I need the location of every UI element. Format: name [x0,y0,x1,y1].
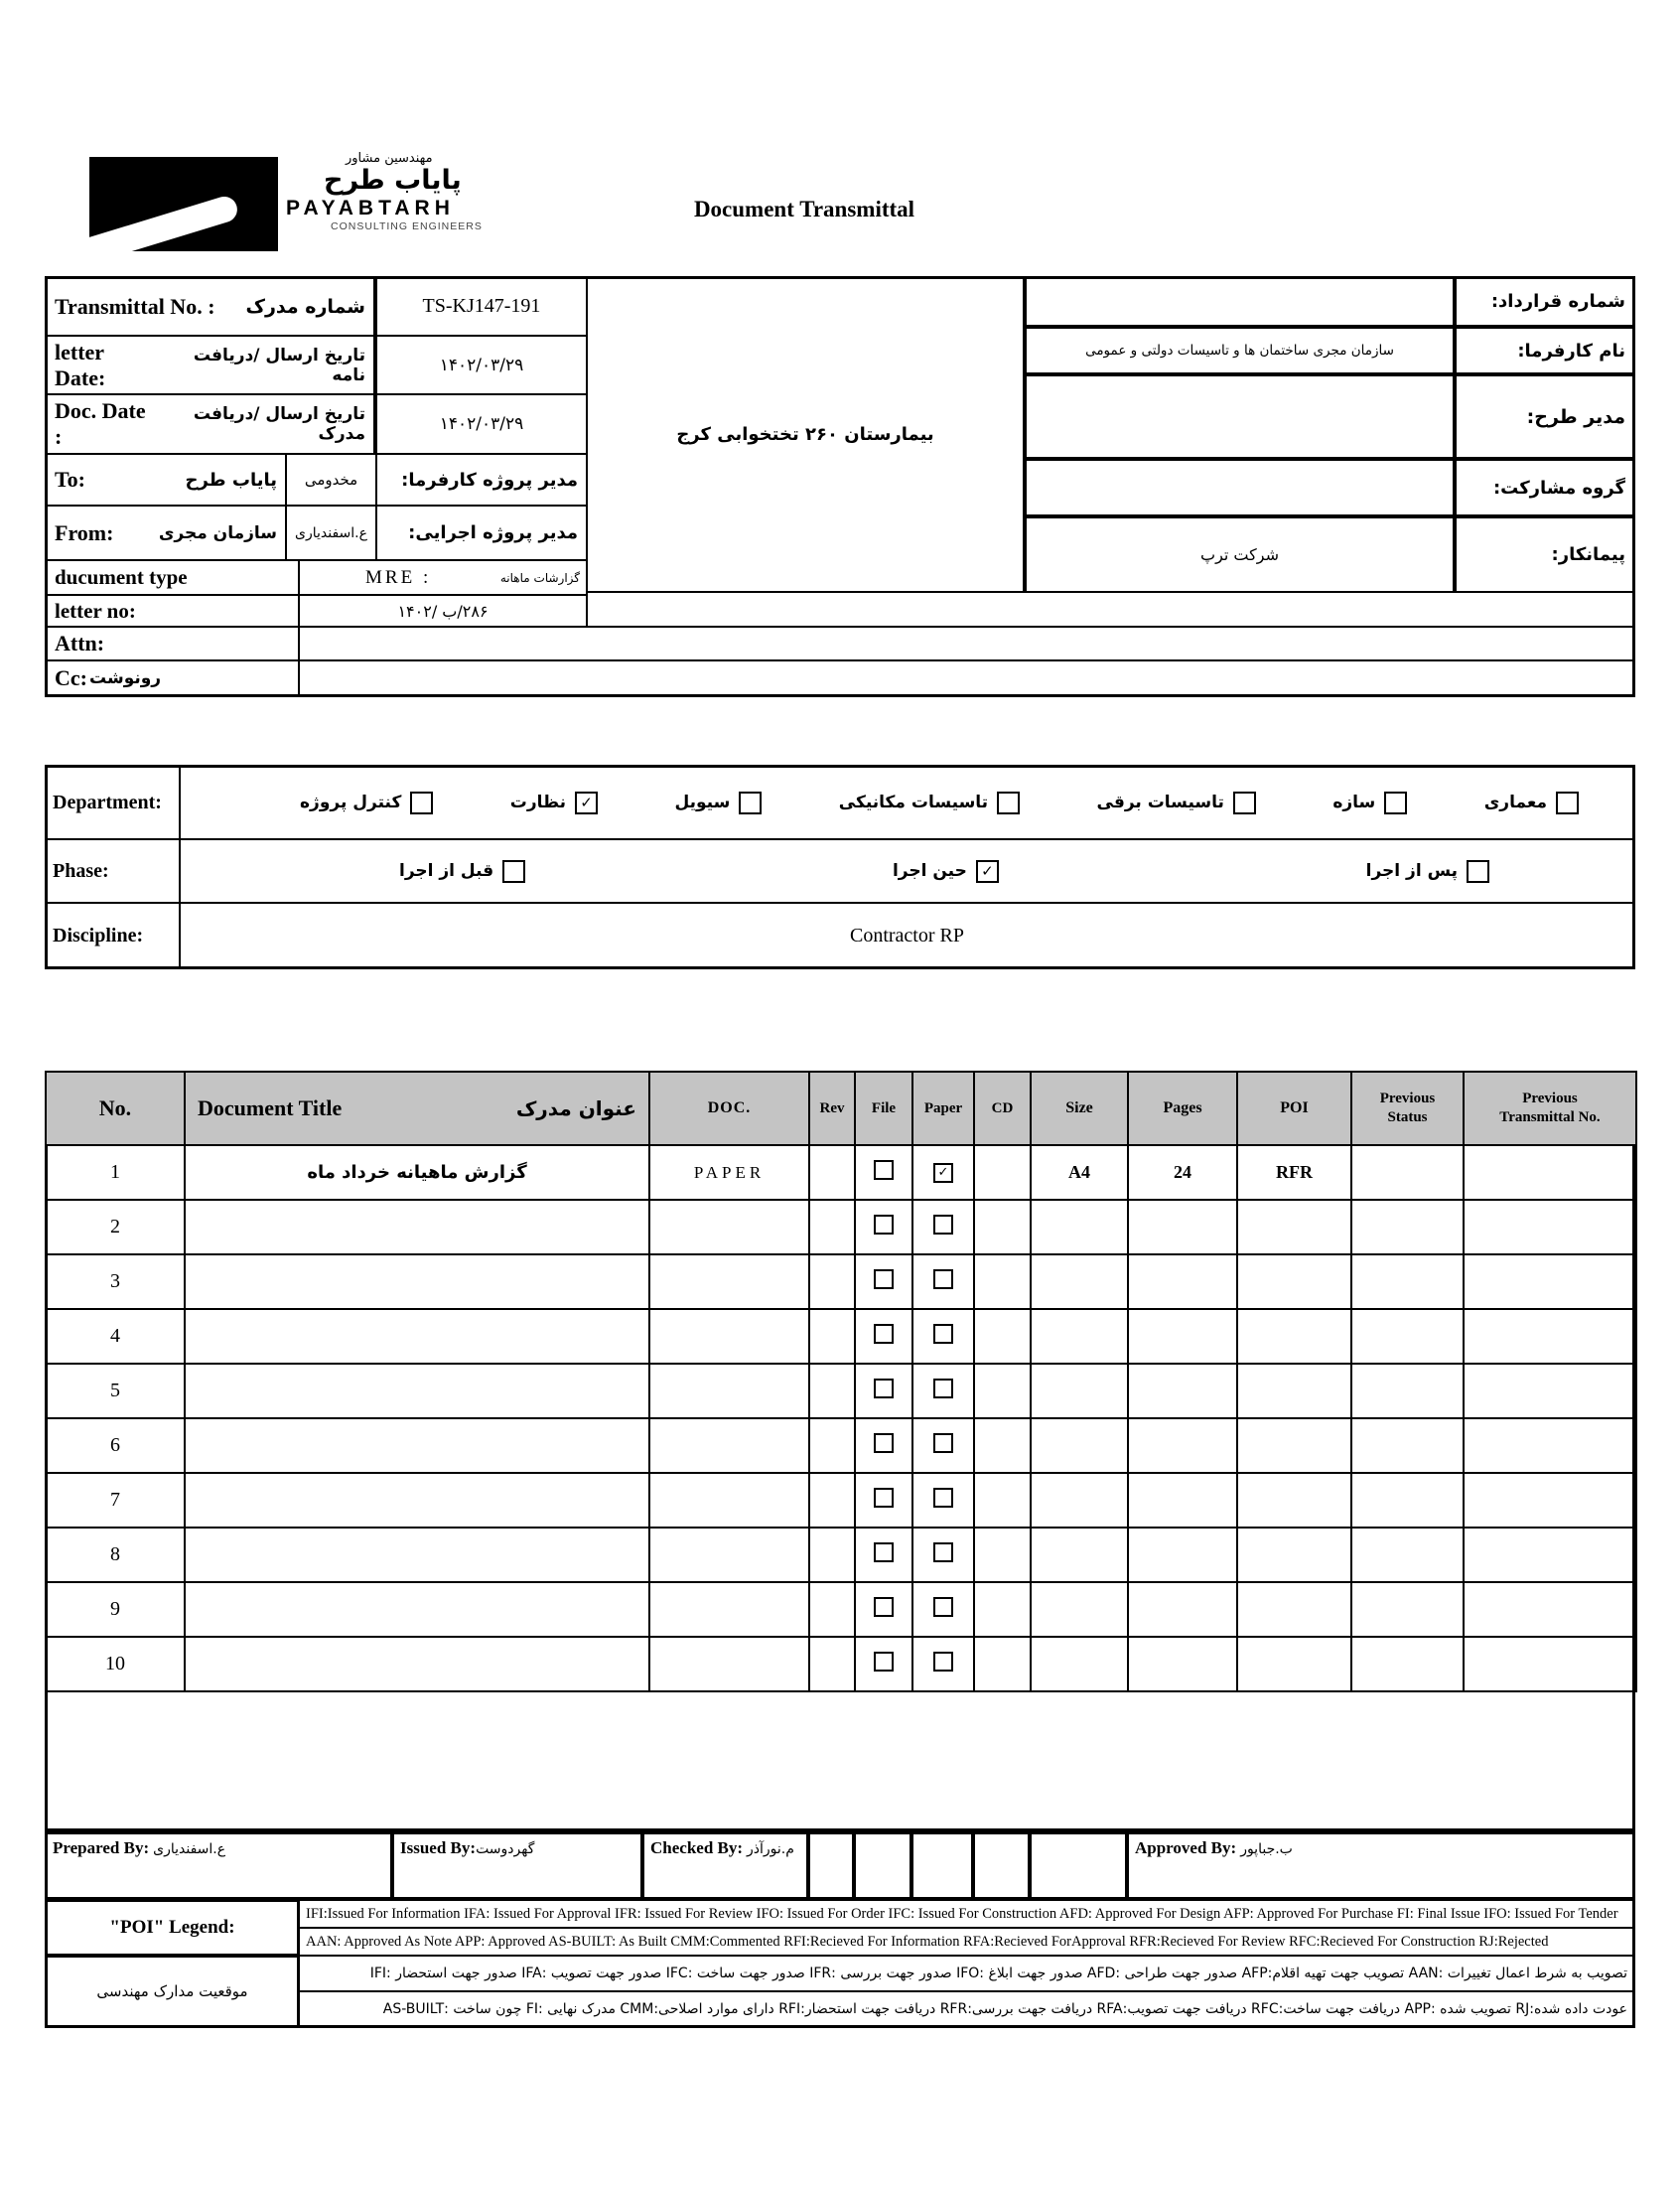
doc-cell-pages: 24 [1128,1145,1237,1200]
doc-cell-file [855,1145,912,1200]
doc-cell-no: 9 [46,1582,185,1637]
cc-label: Cc: [55,665,87,690]
doc-cell-prev_transmittal [1464,1145,1636,1200]
doc-cell-prev_transmittal [1464,1528,1636,1582]
doc-cell-no: 4 [46,1309,185,1364]
prepared-by-name: ع.اسفندیاری [153,1841,226,1857]
doc-cell-rev [809,1418,855,1473]
doc-cell-poi [1237,1637,1351,1691]
phase-option-label: قبل از اجرا [399,861,494,881]
department-option-label: تاسیسات برقی [1096,793,1224,812]
doc-cell-no: 5 [46,1364,185,1418]
doc-cell-pages [1128,1309,1237,1364]
jv-group-value [1025,459,1455,516]
from-role: مدیر پروژه اجرایی: [375,505,588,561]
payabtarh-logo-icon [89,157,278,251]
doc-cell-prev_transmittal [1464,1637,1636,1691]
doc-table-row [46,1254,1636,1309]
checkbox-unchecked-icon[interactable] [1384,792,1407,814]
doc-table [45,1071,1637,1692]
checkbox-unchecked-icon[interactable] [874,1597,894,1617]
doc-cell-paper [912,1582,974,1637]
doc-cell-title [185,1200,649,1254]
doc-cell-no: 3 [46,1254,185,1309]
department-option [1332,792,1407,814]
checkbox-unchecked-icon[interactable] [933,1488,953,1508]
doc-cell-doc [649,1309,809,1364]
issued-by-cell [392,1832,642,1899]
transmittal-no-label-fa: شماره مدرک [245,295,365,318]
col-paper: Paper [912,1072,974,1145]
logo-swoosh-shape [89,194,240,251]
col-prev-status: Previous Status [1351,1072,1464,1145]
doc-cell-pages [1128,1254,1237,1309]
doc-cell-poi [1237,1418,1351,1473]
doc-cell-title [185,1582,649,1637]
doc-cell-size [1031,1582,1128,1637]
discipline-label-cell [45,902,181,969]
doc-cell-rev [809,1473,855,1528]
doc-cell-title: گزارش ماهیانه خرداد ماه [185,1145,649,1200]
doc-cell-prev_transmittal [1464,1418,1636,1473]
doc-cell-no: 10 [46,1637,185,1691]
logo-latin-name: PAYABTARH [286,196,455,219]
doc-cell-poi [1237,1254,1351,1309]
doc-table-row [46,1200,1636,1254]
doc-cell-cd [974,1254,1031,1309]
checkbox-checked-icon[interactable]: ✓ [575,792,598,814]
doc-cell-cd [974,1145,1031,1200]
doc-cell-cd [974,1473,1031,1528]
checkbox-unchecked-icon[interactable] [1233,792,1256,814]
doc-cell-paper [912,1637,974,1691]
doc-cell-file [855,1418,912,1473]
doc-cell-file [855,1637,912,1691]
checkbox-checked-icon[interactable]: ✓ [976,860,999,883]
attn-label: Attn: [55,631,105,656]
doc-cell-doc [649,1418,809,1473]
logo-subtitle: CONSULTING ENGINEERS [331,219,483,232]
doc-cell-cd [974,1637,1031,1691]
doc-table-row [46,1473,1636,1528]
checkbox-unchecked-icon[interactable] [933,1215,953,1235]
doc-cell-cd [974,1200,1031,1254]
doc-cell-poi: RFR [1237,1145,1351,1200]
col-prev-transmittal: Previous Transmittal No. [1464,1072,1636,1145]
checked-by-name: م.نورآذر [747,1841,794,1857]
checkbox-unchecked-icon[interactable] [874,1379,894,1398]
doc-cell-paper [912,1418,974,1473]
doc-cell-pages [1128,1637,1237,1691]
prepared-by-label: Prepared By: [53,1838,150,1857]
doc-cell-size: A4 [1031,1145,1128,1200]
checkbox-unchecked-icon[interactable] [997,792,1020,814]
signature-empty-cell [1030,1832,1127,1899]
project-name-cell: بیمارستان ۲۶۰ تختخوابی کرج [586,276,1025,593]
doc-cell-rev [809,1637,855,1691]
fa-legend-label: موقعیت مدارک مهندسی [45,1955,300,2028]
doc-cell-size [1031,1418,1128,1473]
department-option-label: کنترل پروژه [300,793,402,812]
doc-date-label-en: Doc. Date : [55,398,146,449]
contractor-value: شرکت ترپ [1025,516,1455,593]
doc-cell-prev_transmittal [1464,1582,1636,1637]
doc-table-row [46,1582,1636,1637]
doc-cell-paper [912,1364,974,1418]
doc-cell-poi [1237,1364,1351,1418]
to-label: To: [55,467,85,492]
document-type-value-cell [298,559,588,596]
checkbox-unchecked-icon[interactable] [933,1324,953,1344]
checkbox-unchecked-icon[interactable] [933,1433,953,1453]
signature-empty-cell [911,1832,973,1899]
doc-cell-prev_status [1351,1582,1464,1637]
checkbox-unchecked-icon[interactable] [933,1597,953,1617]
doc-table-row [46,1418,1636,1473]
attn-label-cell [45,626,300,661]
doc-cell-prev_status [1351,1145,1464,1200]
doc-cell-prev_status [1351,1254,1464,1309]
doc-cell-no: 1 [46,1145,185,1200]
doc-cell-rev [809,1254,855,1309]
col-size: Size [1031,1072,1128,1145]
checkbox-unchecked-icon[interactable] [1556,792,1579,814]
department-option [510,792,598,814]
department-label-cell [45,765,181,840]
doc-table-row [46,1364,1636,1418]
doc-table-row [46,1145,1636,1200]
checked-by-label: Checked By: [650,1838,744,1857]
doc-cell-pages [1128,1582,1237,1637]
doc-cell-doc [649,1528,809,1582]
col-rev: Rev [809,1072,855,1145]
doc-date-label-fa: تاریخ ارسال /دریافت مدرک [193,404,365,444]
doc-cell-pages [1128,1200,1237,1254]
page-title: Document Transmittal [693,197,915,221]
col-no: No. [46,1072,185,1145]
col-title-en: Document Title [198,1095,343,1120]
approved-by-name: ب.جباپور [1240,1841,1293,1857]
doc-cell-prev_status [1351,1418,1464,1473]
doc-cell-doc [649,1254,809,1309]
doc-cell-doc [649,1200,809,1254]
doc-cell-rev [809,1309,855,1364]
checkbox-unchecked-icon[interactable] [933,1269,953,1289]
checkbox-unchecked-icon[interactable] [874,1488,894,1508]
document-type-label: ducument type [55,565,188,589]
doc-cell-size [1031,1637,1128,1691]
logo-text-block [286,151,514,260]
jv-group-label: گروه مشارکت: [1455,459,1635,516]
checkbox-unchecked-icon[interactable] [874,1215,894,1235]
doc-cell-size [1031,1528,1128,1582]
poi-legend-line2: AAN: Approved As Note APP: Approved AS-BUILT: As Built CMM:Commented RFI:Recieved For Information RFA:Recieved ForApproval RFR:Recieved For Review RFC:Recieved For Construction RJ:Rejected [298,1927,1635,1957]
doc-cell-prev_transmittal [1464,1473,1636,1528]
approved-by-cell [1127,1832,1635,1899]
transmittal-no-value: TS-KJ147-191 [375,276,588,337]
design-manager-label: مدیر طرح: [1455,374,1635,459]
doc-cell-paper [912,1145,974,1200]
phase-label-cell [45,838,181,904]
department-option [300,792,433,814]
doc-cell-paper [912,1254,974,1309]
letter-no-label: letter no: [55,598,136,623]
fa-legend-line1: تصویب به شرط اعمال تغییرات :AAN تصویب جهت تهیه اقلام:AFP صدور جهت طراحی :AFD صدور جهت ابلاغ :IFO صدور جهت بررسی :IFR صدور جهت ساخت :IFC صدور جهت تصویب :IFA صدور جهت استحضار :IFI [298,1955,1635,1992]
from-company: سازمان مجری [158,522,277,543]
design-manager-value [1025,374,1455,459]
checkbox-checked-icon[interactable]: ✓ [933,1163,953,1183]
doc-cell-poi [1237,1473,1351,1528]
doc-table-header-row [46,1072,1636,1145]
doc-cell-prev_status [1351,1637,1464,1691]
phase-option [1366,860,1489,883]
col-cd: CD [974,1072,1031,1145]
doc-cell-prev_status [1351,1528,1464,1582]
checkbox-unchecked-icon[interactable] [874,1324,894,1344]
checkbox-unchecked-icon[interactable] [933,1652,953,1672]
phase-option [399,860,525,883]
letter-date-label-fa: تاریخ ارسال /دریافت نامه [193,345,365,385]
doc-cell-poi [1237,1309,1351,1364]
fa-legend-line2: عودت داده شده:RJ تصویب شده :APP دریافت جهت ساخت:RFC دریافت جهت تصویب:RFA دریافت جهت بررسی:RFR دریافت جهت استحضار:RFI دارای موارد اصلاحی:CMM مدرک نهایی :FI چون ساخت :AS-BUILT [298,1990,1635,2028]
transmittal-no-label-en: Transmittal No. : [55,293,215,319]
doc-cell-pages [1128,1473,1237,1528]
checkbox-unchecked-icon[interactable] [502,860,525,883]
department-option-label: سیویل [674,793,731,812]
doc-cell-pages [1128,1528,1237,1582]
signature-empty-cell [854,1832,911,1899]
doc-cell-doc [649,1582,809,1637]
logo-persian-tagline: مهندسین مشاور [346,151,433,166]
doc-cell-size [1031,1364,1128,1418]
doc-cell-poi [1237,1528,1351,1582]
doc-cell-prev_transmittal [1464,1364,1636,1418]
doc-cell-no: 2 [46,1200,185,1254]
document-type-fa: گزارشات ماهانه [499,570,580,585]
phase-options [179,838,1635,904]
doc-cell-title [185,1254,649,1309]
doc-cell-file [855,1254,912,1309]
prepared-by-cell [45,1832,392,1899]
doc-cell-rev [809,1528,855,1582]
checkbox-unchecked-icon[interactable] [874,1433,894,1453]
checkbox-unchecked-icon[interactable] [933,1379,953,1398]
phase-option-label: حین اجرا [892,861,967,881]
col-file: File [855,1072,912,1145]
department-option-label: نظارت [509,793,566,812]
letter-date-value: ۱۴۰۲/۰۳/۲۹ [375,335,588,395]
from-person: ع.اسفندیاری [285,505,377,561]
contract-no-label: شماره قرارداد: [1455,276,1635,327]
department-option [1097,792,1256,814]
doc-cell-file [855,1309,912,1364]
letter-date-label-cell [45,335,375,395]
department-option-label: معماری [1483,793,1547,812]
doc-cell-title [185,1418,649,1473]
checkbox-unchecked-icon[interactable] [874,1652,894,1672]
checkbox-unchecked-icon[interactable] [874,1542,894,1562]
doc-cell-doc [649,1637,809,1691]
checkbox-unchecked-icon[interactable] [739,792,762,814]
signature-empty-cell [808,1832,854,1899]
cc-label-cell [45,659,300,697]
doc-cell-file [855,1364,912,1418]
logo-persian-name: پایاب طرح [324,165,462,196]
contract-no-value [1025,276,1455,327]
doc-cell-paper [912,1309,974,1364]
department-option-label: تاسیسات مکانیکی [838,793,989,812]
col-pages: Pages [1128,1072,1237,1145]
client-name-value: سازمان مجری ساختمان ها و تاسیسات دولتی و عمومی [1025,327,1455,374]
doc-cell-title [185,1364,649,1418]
phase-option [893,860,999,883]
checkbox-unchecked-icon[interactable] [874,1269,894,1289]
from-cell [45,505,287,561]
transmittal-no-label-cell [45,276,375,337]
department-option-label: سازه [1332,793,1376,812]
col-title [185,1072,649,1145]
department-option [1484,792,1579,814]
col-doc: DOC. [649,1072,809,1145]
document-type-code: MRE : [365,566,432,588]
doc-cell-size [1031,1309,1128,1364]
doc-table-row [46,1637,1636,1691]
doc-cell-prev_transmittal [1464,1200,1636,1254]
doc-cell-pages [1128,1364,1237,1418]
doc-cell-file [855,1473,912,1528]
doc-cell-size [1031,1200,1128,1254]
doc-cell-cd [974,1364,1031,1418]
doc-cell-prev_status [1351,1473,1464,1528]
col-poi: POI [1237,1072,1351,1145]
contractor-label: پیمانکار: [1455,516,1635,593]
phase-option-label: پس از اجرا [1365,861,1458,881]
to-person: مخدومی [285,453,377,507]
doc-cell-prev_status [1351,1200,1464,1254]
doc-cell-doc [649,1364,809,1418]
doc-cell-prev_transmittal [1464,1309,1636,1364]
department-option [839,792,1020,814]
doc-cell-paper [912,1473,974,1528]
doc-cell-title [185,1473,649,1528]
cc-label-fa: رونوشت [88,668,162,688]
doc-cell-size [1031,1254,1128,1309]
doc-cell-file [855,1528,912,1582]
doc-cell-title [185,1637,649,1691]
doc-date-label-cell [45,393,375,455]
doc-cell-cd [974,1528,1031,1582]
poi-legend-line1: IFI:Issued For Information IFA: Issued For Approval IFR: Issued For Review IFO: Issued For Order IFC: Issued For Construction AFD: Approved For Design AFP: Approved For Purchase FI: Final Issue IFO: Issued For Tender [298,1899,1635,1929]
doc-cell-cd [974,1418,1031,1473]
to-role: مدیر پروژه کارفرما: [375,453,588,507]
doc-cell-poi [1237,1582,1351,1637]
doc-cell-prev_status [1351,1309,1464,1364]
department-option [674,792,762,814]
document-type-label-cell [45,559,300,596]
doc-cell-paper [912,1200,974,1254]
doc-cell-title [185,1528,649,1582]
doc-cell-doc [649,1473,809,1528]
to-company: پایاب طرح [185,469,277,491]
checkbox-unchecked-icon[interactable] [410,792,433,814]
discipline-label: Discipline: [53,924,144,947]
doc-cell-no: 7 [46,1473,185,1528]
doc-cell-prev_transmittal [1464,1254,1636,1309]
doc-cell-cd [974,1582,1031,1637]
doc-cell-poi [1237,1200,1351,1254]
phase-label: Phase: [53,859,109,882]
letter-no-label-cell [45,594,300,628]
cc-value [298,659,1635,697]
from-label: From: [55,519,114,545]
doc-cell-rev [809,1582,855,1637]
doc-cell-file [855,1200,912,1254]
doc-cell-file [855,1582,912,1637]
doc-table-row [46,1309,1636,1364]
client-name-label: نام کارفرما: [1455,327,1635,374]
doc-table-row [46,1528,1636,1582]
issued-by-name: گهردوست [476,1841,535,1857]
doc-cell-prev_status [1351,1364,1464,1418]
doc-date-value: ۱۴۰۲/۰۳/۲۹ [375,393,588,455]
doc-cell-cd [974,1309,1031,1364]
doc-cell-paper [912,1528,974,1582]
doc-cell-pages [1128,1418,1237,1473]
doc-cell-no: 6 [46,1418,185,1473]
issued-by-label: Issued By: [400,1838,477,1857]
attn-value [298,626,1635,661]
col-title-fa: عنوان مدرک [515,1096,636,1120]
department-label: Department: [53,791,162,813]
checked-by-cell [642,1832,808,1899]
discipline-value: Contractor RP [179,902,1635,969]
doc-cell-size [1031,1473,1128,1528]
approved-by-label: Approved By: [1135,1838,1237,1857]
doc-cell-no: 8 [46,1528,185,1582]
signature-empty-cell [973,1832,1030,1899]
doc-cell-rev [809,1145,855,1200]
doc-cell-rev [809,1200,855,1254]
doc-cell-rev [809,1364,855,1418]
letter-date-label-en: letter Date: [55,339,106,390]
doc-cell-title [185,1309,649,1364]
poi-legend-label: "POI" Legend: [45,1899,300,1957]
doc-cell-doc: PAPER [649,1145,809,1200]
checkbox-unchecked-icon[interactable] [874,1160,894,1180]
checkbox-unchecked-icon[interactable] [933,1542,953,1562]
checkbox-unchecked-icon[interactable] [1467,860,1489,883]
letter-no-value: ۲۸۶/ب /۱۴۰۲ [298,594,588,628]
department-options [179,765,1635,840]
to-cell [45,453,287,507]
